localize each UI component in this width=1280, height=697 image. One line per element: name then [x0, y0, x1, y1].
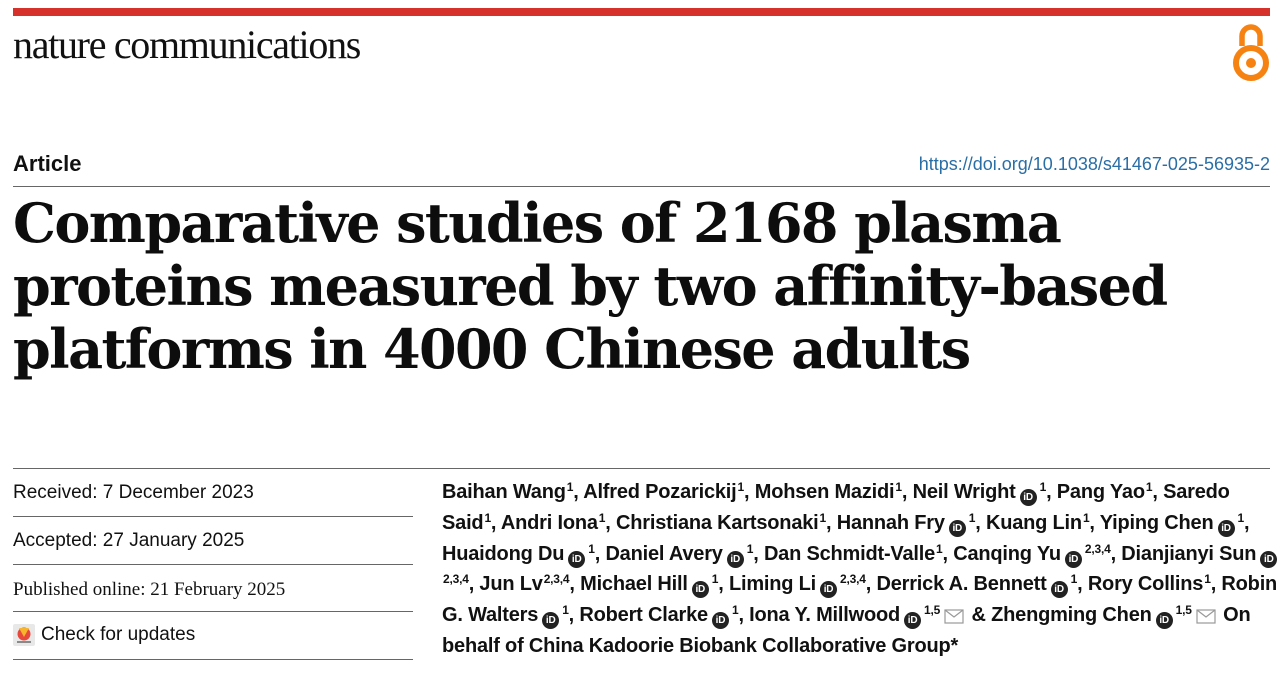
author-name[interactable]: Dan Schmidt-Valle — [763, 542, 936, 565]
author-name[interactable]: Mohsen Mazidi — [754, 481, 895, 503]
author-name[interactable]: Huaidong Du — [442, 542, 565, 565]
doi-link[interactable]: https://doi.org/10.1038/s41467-025-56935-2 — [918, 154, 1270, 174]
author-list: Baihan Wang$^1$, Alfred Pozarickij$^1$, Mohsen Mazidi$^1$, Neil Wright $iD^1$, Pang Yao$^1$, Saredo Said$^1$, Andri Iona$^1$, Christiana Kartsonaki$^1$, Hannah Fry $iD^1$, Kuang Lin$^1$, Yiping Chen $iD^1$, Huaidong Du $iD^1$, Daniel Avery $iD^1$, Dan Schmidt-Valle$^1$, Canqing Yu iD$^{2,3,4}$, Dianjianyi Sun iD$^{2,3,4}$, Jun Lv$^{2,3,4}$, Michael Hill $iD^1$, Liming Li iD$^{2,3,4}$, Derrick A. Bennett $iD^1$, Rory Collins$^1$, Robin G. Walters $iD^1$, Robert Clarke $iD^1$, Iona Y. Millwood iD$^{1,5}$ & Zhengming Chen iD$^{1,5}$ On behalf of China Kadoorie Biobank Collaborative Group* — [442, 480, 1278, 657]
email-icon[interactable] — [1196, 609, 1216, 624]
email-icon[interactable] — [944, 609, 964, 624]
affiliation-marker[interactable]: 1 — [746, 541, 754, 556]
author-name[interactable]: Iona Y. Millwood — [749, 604, 901, 627]
affiliation-marker[interactable]: 1 — [598, 510, 606, 525]
check-for-updates-icon — [13, 624, 35, 646]
author-name[interactable]: Yiping Chen — [1099, 511, 1214, 534]
affiliation-marker[interactable]: 1 — [936, 541, 943, 556]
orcid-icon[interactable]: iD — [1156, 612, 1173, 629]
orcid-icon[interactable]: iD — [1051, 581, 1068, 598]
date-divider — [13, 611, 413, 612]
author-name[interactable]: Dianjianyi Sun — [1121, 542, 1257, 565]
author-name[interactable]: Derrick A. Bennett — [876, 573, 1047, 596]
author-name[interactable]: Canqing Yu — [953, 542, 1061, 565]
author-name[interactable]: Jun Lv — [479, 573, 543, 596]
author-name[interactable]: Alfred Pozarickij — [583, 481, 737, 503]
author-name[interactable]: Baihan Wang — [442, 481, 566, 503]
meta-divider — [13, 468, 1270, 469]
affiliation-marker[interactable]: 1 — [1204, 572, 1211, 587]
article-title: Comparative studies of 2168 plasma proteins measured by two affinity-based platforms in 4000 Chinese adults — [13, 191, 1167, 381]
author-name[interactable]: Rory Collins — [1087, 573, 1204, 596]
affiliation-marker[interactable]: 1 — [1039, 480, 1047, 494]
author-name[interactable]: Andri Iona — [500, 511, 598, 534]
author-name[interactable]: Saredo Said — [442, 481, 1230, 534]
affiliation-marker[interactable]: 1 — [484, 510, 491, 525]
author-name[interactable]: Pang Yao — [1056, 481, 1145, 503]
affiliation-marker[interactable]: 1,5 — [1175, 603, 1192, 618]
orcid-icon[interactable]: iD — [568, 551, 585, 568]
orcid-icon[interactable]: iD — [1065, 551, 1082, 568]
affiliation-marker[interactable]: 1 — [1070, 572, 1078, 587]
orcid-icon[interactable]: iD — [904, 612, 921, 629]
journal-name[interactable]: nature communications — [13, 22, 361, 67]
open-access-icon — [1230, 22, 1272, 84]
author-name[interactable]: Robert Clarke — [579, 604, 708, 627]
author-name[interactable]: Daniel Avery — [605, 542, 723, 565]
orcid-icon[interactable]: iD — [949, 520, 966, 537]
header-divider — [13, 186, 1270, 187]
affiliation-marker[interactable]: 1 — [1145, 480, 1153, 494]
affiliation-marker[interactable]: 2,3,4 — [840, 572, 866, 587]
check-for-updates-label: Check for updates — [41, 624, 196, 645]
orcid-icon[interactable]: iD — [542, 612, 559, 629]
affiliation-marker[interactable]: 1 — [968, 510, 976, 525]
affiliation-marker[interactable]: 1 — [895, 480, 902, 494]
affiliation-marker[interactable]: 2,3,4 — [1084, 541, 1111, 556]
affiliation-marker[interactable]: 1 — [1237, 510, 1244, 525]
affiliation-marker[interactable]: 1 — [1082, 510, 1090, 525]
author-name[interactable]: Kuang Lin — [985, 511, 1082, 534]
author-name[interactable]: On behalf of China Kadoorie Biobank Collaborative Group* — [442, 604, 1251, 657]
affiliation-marker[interactable]: 2,3,4 — [543, 572, 570, 587]
affiliation-marker[interactable]: 1 — [731, 603, 739, 618]
orcid-icon[interactable]: iD — [692, 581, 709, 598]
orcid-icon[interactable]: iD — [1218, 520, 1235, 537]
date-divider — [13, 659, 413, 660]
author-name[interactable]: Hannah Fry — [836, 511, 945, 534]
orcid-icon[interactable]: iD — [727, 551, 744, 568]
affiliation-marker[interactable]: 1 — [711, 572, 719, 587]
orcid-icon[interactable]: iD — [820, 581, 837, 598]
orcid-icon[interactable]: iD — [1020, 489, 1037, 506]
accepted-date: Accepted: 27 January 2025 — [13, 530, 245, 551]
affiliation-marker[interactable]: 1 — [588, 541, 595, 556]
affiliation-marker[interactable]: 2,3,4 — [443, 572, 469, 587]
check-for-updates-button[interactable] — [13, 624, 195, 646]
author-name[interactable]: Zhengming Chen — [991, 604, 1152, 627]
author-name[interactable]: Christiana Kartsonaki — [616, 511, 819, 534]
journal-header-bar — [13, 8, 1270, 16]
affiliation-marker[interactable]: 1 — [819, 510, 827, 525]
affiliation-marker[interactable]: 1 — [737, 480, 745, 494]
author-name[interactable]: Michael Hill — [580, 573, 688, 596]
author-name[interactable]: Liming Li — [728, 573, 817, 596]
date-divider — [13, 516, 413, 517]
affiliation-marker[interactable]: 1 — [566, 480, 574, 494]
author-name[interactable]: Robin G. Walters — [442, 573, 1278, 627]
affiliation-marker[interactable]: 1,5 — [924, 603, 941, 618]
orcid-icon[interactable]: iD — [712, 612, 729, 629]
date-divider — [13, 564, 413, 565]
received-date: Received: 7 December 2023 — [13, 482, 254, 503]
affiliation-marker[interactable]: 1 — [562, 603, 569, 618]
article-type: Article — [13, 151, 82, 176]
published-date: Published online: 21 February 2025 — [13, 579, 286, 600]
orcid-icon[interactable]: iD — [1260, 551, 1277, 568]
author-name[interactable]: Neil Wright — [912, 481, 1016, 503]
